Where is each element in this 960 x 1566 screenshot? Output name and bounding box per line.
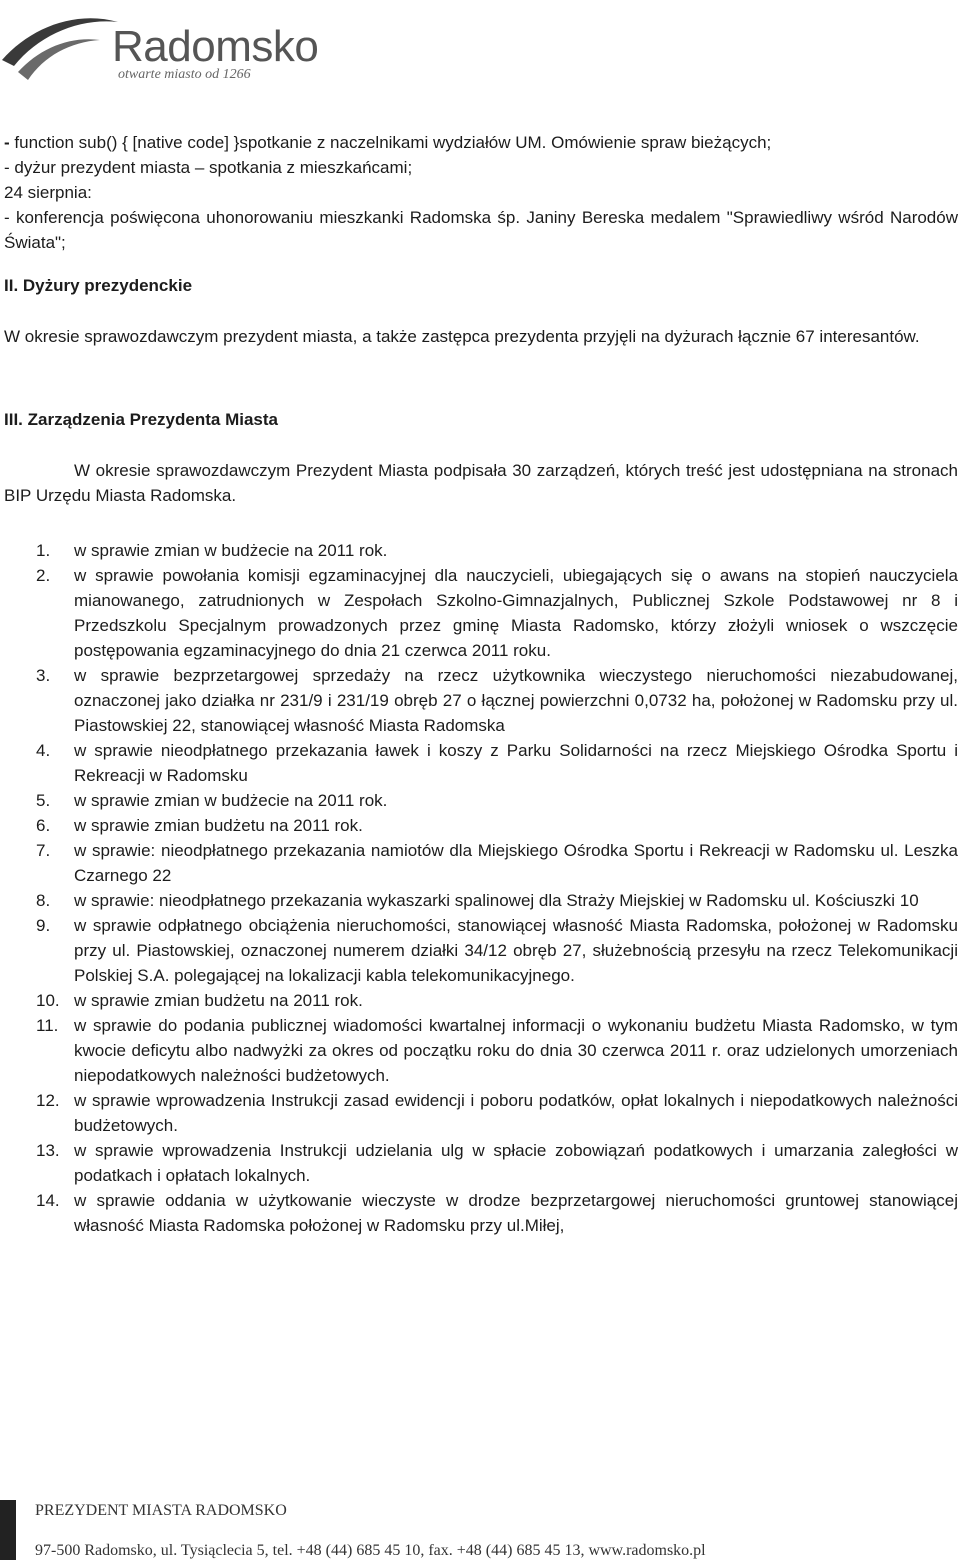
order-number: 6. xyxy=(36,816,51,835)
intro-line: - dyżur prezydent miasta – spotkania z mieszkańcami; xyxy=(4,158,413,177)
logo-name: Radomsko xyxy=(112,22,319,71)
document-body xyxy=(4,130,958,1238)
order-item xyxy=(4,563,958,663)
order-text: w sprawie powołania komisji egzaminacyjnej dla nauczycieli, ubiegających się o awans na stopień nauczyciela mianowanego, zatrudnionych w Zespołach Szkolno-Gimnazjalnych, Publicznej Szkole Podstawowej nr 8 i Przedszkolu Specjalnym prowadzonych przez gminę Miasta Radomsko, którzy złożyli wniosek o wszczęcie postępowania egzaminacyjnego do dnia 21 czerwca 2011 roku. xyxy=(74,566,958,660)
order-text: w sprawie zmian budżetu na 2011 rok. xyxy=(74,816,363,835)
intro-line: - konferencja poświęcona uhonorowaniu mieszkanki Radomska śp. Janiny Bereska medalem "Sprawiedliwy wśród Narodów Świata"; xyxy=(4,208,958,252)
footer-address: 97-500 Radomsko, ul. Tysiąclecia 5, tel. +48 (44) 685 45 10, fax. +48 (44) 685 45 13, www.radomsko.pl xyxy=(35,1542,706,1559)
intro-line: - function sub() { [native code] }spotkanie z naczelnikami wydziałów UM. Omówienie spraw bieżących; xyxy=(4,133,772,152)
order-number: 8. xyxy=(36,891,51,910)
order-item xyxy=(4,1138,958,1188)
section-heading: III. Zarządzenia Prezydenta Miasta xyxy=(4,410,278,429)
order-number: 9. xyxy=(36,916,51,935)
order-text: w sprawie wprowadzenia Instrukcji udzielania ulg w spłacie zobowiązań podatkowych i umarzania zaległości w podatkach i opłatach lokalnych. xyxy=(74,1141,958,1185)
order-number: 13. xyxy=(36,1141,60,1160)
order-text: w sprawie oddania w użytkowanie wieczyste w drodze bezprzetargowej nieruchomości gruntowej stanowiącej własność Miasta Radomska położonej w Radomsku przy ul.Miłej, xyxy=(74,1191,958,1235)
order-item xyxy=(4,813,958,838)
footer-bar xyxy=(0,1500,16,1560)
intro-line-text: spotkanie z naczelnikami wydziałów UM. Omówienie spraw bieżących; xyxy=(239,133,772,152)
orders-list xyxy=(4,538,958,1238)
section-paragraph: W okresie sprawozdawczym Prezydent Miasta podpisała 30 zarządzeń, których treść jest udostępniana na stronach BIP Urzędu Miasta Radomska. xyxy=(4,461,958,505)
order-item xyxy=(4,988,958,1013)
footer xyxy=(0,1488,960,1566)
order-item xyxy=(4,888,958,913)
order-item xyxy=(4,538,958,563)
order-text: w sprawie wprowadzenia Instrukcji zasad ewidencji i poboru podatków, opłat lokalnych i niepodatkowych należności budżetowych. xyxy=(74,1091,958,1135)
section-paragraph: W okresie sprawozdawczym prezydent miasta, a także zastępca prezydenta przyjęli na dyżurach łącznie 67 interesantów. xyxy=(4,327,920,346)
order-text: w sprawie: nieodpłatnego przekazania namiotów dla Miejskiego Ośrodka Sportu i Rekreacji w Radomsku ul. Leszka Czarnego 22 xyxy=(74,841,958,885)
order-item xyxy=(4,788,958,813)
order-item xyxy=(4,1013,958,1088)
city-logo xyxy=(0,0,320,92)
order-number: 3. xyxy=(36,666,51,685)
order-number: 7. xyxy=(36,841,51,860)
order-text: w sprawie: nieodpłatnego przekazania wykaszarki spalinowej dla Straży Miejskiej w Radomsku ul. Kościuszki 10 xyxy=(74,891,919,910)
order-number: 12. xyxy=(36,1091,60,1110)
order-number: 4. xyxy=(36,741,51,760)
order-item xyxy=(4,1188,958,1238)
order-text: w sprawie zmian w budżecie na 2011 rok. xyxy=(74,791,388,810)
footer-title: PREZYDENT MIASTA RADOMSKO xyxy=(35,1502,287,1519)
order-number: 14. xyxy=(36,1191,60,1210)
order-number: 2. xyxy=(36,566,51,585)
order-item xyxy=(4,838,958,888)
logo-swoosh-icon xyxy=(0,0,120,92)
logo-tagline: otwarte miasto od 1266 xyxy=(118,67,251,82)
order-item xyxy=(4,663,958,738)
order-text: w sprawie nieodpłatnego przekazania ławek i koszy z Parku Solidarności na rzecz Miejskiego Ośrodka Sportu i Rekreacji w Radomsku xyxy=(74,741,958,785)
order-text: w sprawie odpłatnego obciążenia nieruchomości, stanowiącej własność Miasta Radomska, położonej w Radomsku przy ul. Piastowskiej, oznaczonej numerem działki 34/12 obręb 27, służebnością przesyłu na rzecz Telekomunikacji Polskiej S.A. polegającej na lokalizacji kabla telekomunikacyjnego. xyxy=(74,916,958,985)
order-number: 11. xyxy=(36,1016,59,1035)
order-text: w sprawie zmian w budżecie na 2011 rok. xyxy=(74,541,388,560)
order-item xyxy=(4,913,958,988)
order-text: w sprawie zmian budżetu na 2011 rok. xyxy=(74,991,363,1010)
order-item xyxy=(4,738,958,788)
order-text: w sprawie do podania publicznej wiadomości kwartalnej informacji o wykonaniu budżetu Miasta Radomsko, w tym kwocie deficytu albo nadwyżki za okres od początku roku do dnia 30 czerwca 2011 r. oraz udzielonych umorzeniach niepodatkowych należności budżetowych. xyxy=(74,1016,958,1085)
order-number: 10. xyxy=(36,991,60,1010)
order-number: 5. xyxy=(36,791,51,810)
intro-date: 24 sierpnia: xyxy=(4,183,92,202)
order-item xyxy=(4,1088,958,1138)
section-heading: II. Dyżury prezydenckie xyxy=(4,276,193,295)
order-number: 1. xyxy=(36,541,51,560)
order-text: w sprawie bezprzetargowej sprzedaży na rzecz użytkownika wieczystego nieruchomości niezabudowanej, oznaczonej jako działka nr 231/9 i 231/19 obręb 27 o łącznej powierzchni 0,0732 ha, położonej w Radomsku przy ul. Piastowskiej 22, stanowiącej własność Miasta Radomska xyxy=(74,666,958,735)
